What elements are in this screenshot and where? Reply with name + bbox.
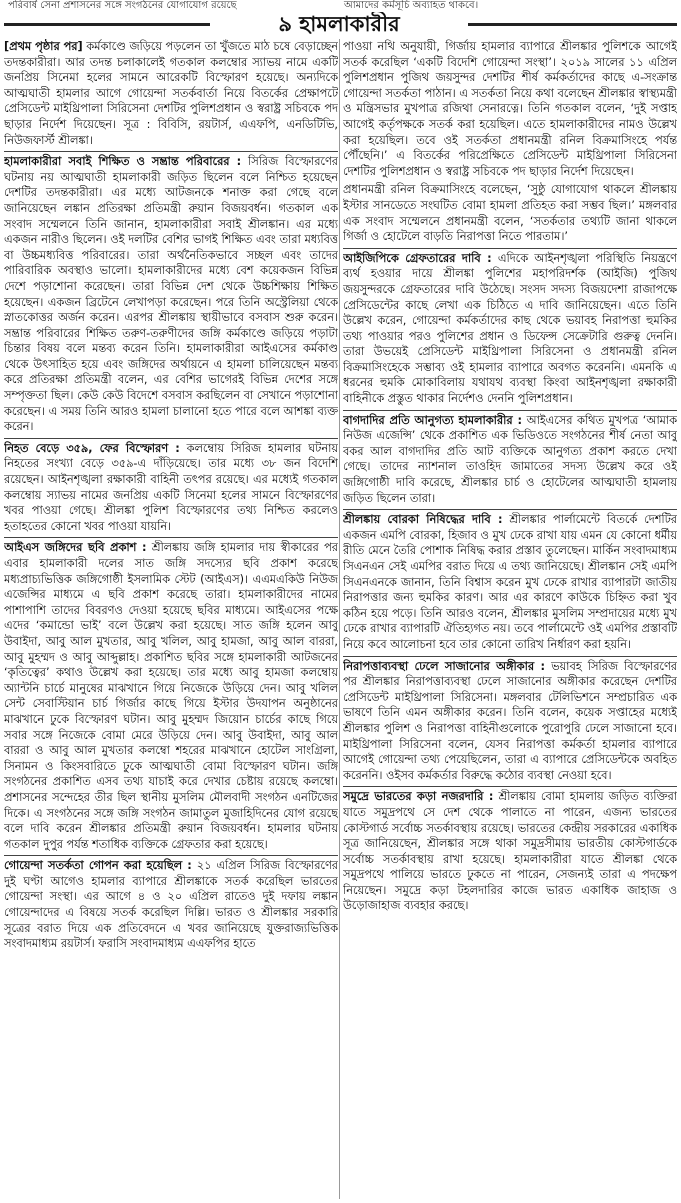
article-paragraph [4, 151, 338, 435]
paragraph-text: আইএসের কথিত মুখপত্র ‘আমাক নিউজ এজেন্সি’ থেকে প্রকাশিত এক ভিডিওতে সংগঠনের শীর্ষ নেতা আবু বকর আল বাগদাদির প্রতি আট ব্যক্তিকে আনুগত্য প্রকাশ করতে দেখা গেছে। তাদের ন্যাশনাল তাওহিদ জামাতের সদস্য উল্লেখ করে ওই জঙ্গিগোষ্ঠী দাবি করেছে, শ্রীলঙ্কার চার্চ ও হোটেলের আত্মঘাতী হামলায় জড়িত ছিলেন তারা। [343, 413, 677, 505]
subheading: নিরাপত্তাব্যবস্থা ঢেলে সাজানোর অঙ্গীকার : [343, 659, 546, 673]
subheading: সমুদ্রে ভারতের কড়া নজরদারি : [343, 790, 494, 804]
paragraph-text: ২১ এপ্রিল সিরিজ বিস্ফোরণের দুই ঘণ্টা আগেও হামলার ব্যাপারে শ্রীলঙ্কাকে সতর্ক করেছিল ভারতের গোয়েন্দা সংস্থা। এর আগে ৪ ও ২০ এপ্রিল রাতেও দুই দফায় লঙ্কান গোয়েন্দাদের এ বিষয়ে সতর্ক করেছিল দিল্লি। ভারত ও শ্রীলঙ্কার সরকারি সূত্রের বরাত দিয়ে এক প্রতিবেদনে এ খবর জানিয়েছে যুক্তরাজ্যভিত্তিক সংবাদমাধ্যম রয়টার্স। ফরাসি সংবাদমাধ্যম এএফপির হাতে [4, 859, 338, 951]
article-paragraph [343, 410, 677, 507]
headline: ৯ হামলাকারীর [278, 12, 400, 36]
subheading: আইজিপিকে গ্রেফতারের দাবি : [343, 251, 492, 265]
article-paragraph [343, 182, 677, 244]
headline-rule-left [4, 23, 210, 26]
article-paragraph [4, 39, 338, 148]
right-column [343, 39, 677, 1201]
left-column [4, 39, 338, 1201]
paragraph-text: শ্রীলঙ্কার পার্লামেন্টে বিতর্কে দেশটির একজন এমপি বোরকা, হিজাব ও মুখ ঢেকে রাখা যায় এমন যে কোনো ধর্মীয় রীতি মেনে তৈরি পোশাক নিষিদ্ধ করার প্রস্তাব তুলেছেন। মার্কিন সংবাদমাধ্যম সিএনএন সেই এমপির বরাত দিয়ে এ তথ্য জানিয়েছে। শ্রীলঙ্কান সেই এমপি সিএনএনকে জানান, তিনি বিশ্বাস করেন মুখ ঢেকে রাখার ব্যাপারটা জাতীয় নিরাপত্তার জন্য হুমকির কারণ। আর এর কারণে কাউকে চিহ্নিত করা খুব কঠিন হয়ে পড়ে। তিনি আরও বলেন, শ্রীলঙ্কার মুসলিম সম্প্রদায়ের মধ্যে মুখ ঢেকে রাখার ব্যাপারটি ঐতিহ্যগত নয়। তবে পার্লামেন্টে ওই এমপির প্রস্তাবটি নিয়ে কবে আলোচনা হবে তার কোনো তারিখ নির্ধারণ করা হয়নি। [343, 513, 677, 651]
subheading: গোয়েন্দা সতর্কতা গোপন করা হয়েছিল : [4, 859, 192, 873]
headline-row [0, 12, 681, 36]
article-paragraph [4, 438, 338, 535]
column-divider [339, 39, 340, 1199]
subheading: বাগদাদির প্রতি আনুগত্য হামলাকারীর : [343, 413, 522, 427]
paragraph-text: কলম্বোয় সিরিজ হামলার ঘটনায় নিহতের সংখ্যা বেড়ে ৩৫৯-এ দাঁড়িয়েছে। তার মধ্যে ৩৮ জন বিদেশি রয়েছেন। আইনশৃঙ্খলা রক্ষাকারী বাহিনী তৎপর রয়েছে। এর মধ্যেই গতকাল কলম্বোয় স্যাভয় নামের জনপ্রিয় একটি সিনেমা হলের সামনে বিস্ফোরণের খবর পাওয়া গেছে। শ্রীলঙ্কা পুলিশ বিস্ফোরণের তথ্য নিশ্চিত করলেও হতাহতের কোনো খবর পাওয়া যায়নি। [4, 441, 338, 533]
paragraph-text: প্রধানমন্ত্রী রনিল বিক্রমাসিংহে বলেছেন, ‘সুষ্ঠু যোগাযোগ থাকলে শ্রীলঙ্কায় ইস্টার সানডেতে সংঘটিত বোমা হামলা প্রতিহত করা সম্ভব ছিল।’ মঙ্গলবার এক সংবাদ সম্মেলনে প্রধানমন্ত্রী বলেন, ‘সতর্কতার তথ্যটি জানা থাকলে গির্জা ও হোটেলে বাড়তি নিরাপত্তা নিতে পারতাম।’ [343, 183, 677, 244]
article-paragraph [343, 248, 677, 407]
subheading: আইএস জঙ্গিদের ছবি প্রকাশ : [4, 541, 147, 555]
subheading: [প্রথম পৃষ্ঠার পর] [4, 40, 83, 53]
article-paragraph [4, 855, 338, 952]
paragraph-text: শ্রীলঙ্কায় জঙ্গি হামলার দায় স্বীকারের পর এবার হামলাকারী দলের সাত জঙ্গি সদস্যের ছবি প্রকাশ করেছে মধ্যপ্রাচ্যভিত্তিক জঙ্গিগোষ্ঠী ইসলামিক স্টেট (আইএস)। এএমএকিউ নিউজ এজেন্সির মাধ্যমে এ ছবি প্রকাশ করেছে তারা। হামলাকারীদের নামের পাশাপাশি তাদের বিবরণও দেওয়া হয়েছে ছবির মাধ্যমে। আইএসের পক্ষে এদের ‘কমান্ডো ভাই’ বলে উল্লেখ করা হয়েছে। সাত জঙ্গি হলেন আবু উবাইদা, আবু আল মুখতার, আবু খলিল, আবু হামজা, আবু আল বাররা, আবু মুহম্মদ ও আবু আব্দুল্লাহ। প্রকাশিত ছবির সঙ্গে হামলাকারী আটজনের ‘কৃতিত্বের’ কথাও উল্লেখ করা হয়েছে। তার মধ্যে আবু হামজা কলম্বোয় অ্যান্টনি চার্চে মানুষের মাঝখানে গিয়ে নিজেকে উড়িয়ে দেন। আবু খলিল সেন্ট সেবাস্টিয়ান চার্চ গির্জার কাছে গিয়ে ইস্টার উদযাপন অনুষ্ঠানের মাঝখানে ঢুকে বিস্ফোরণ ঘটান। আবু মুহম্মদ জিয়োন চার্চের কাছে গিয়ে সবার সঙ্গে নিজেকে বোমা মেরে উড়িয়ে দেন। আবু উবাইদা, আবু আল বাররা ও আবু আল মুখতার কলম্বো শহরের মাঝখানে হোটেল সাংগ্রিলা, সিনামন ও কিংসবারিতে ঢুকে আত্মঘাতী বোমা বিস্ফোরণ ঘটান। জঙ্গি সংগঠনের প্রকাশিত এসব তথ্য যাচাই করে দেখার চেষ্টায় রয়েছে কলম্বো। প্রশাসনের সন্দেহের তীর ছিল স্থানীয় মুসলিম মৌলবাদী সংগঠন এনটিজের দিকে। এ সংগঠনের সঙ্গে জঙ্গি সংগঠন জামাতুল মুজাহিদিনের যোগ রয়েছে বলে দাবি করেন শ্রীলঙ্কার প্রতিমন্ত্রী রুয়ান বিজয়বর্ধন। হামলার ঘটনায় গতকাল দুপুর পর্যন্ত শতাধিক ব্যক্তিকে গ্রেফতার করা হয়েছে। [4, 541, 338, 851]
article-paragraph [343, 656, 677, 784]
headline-rule-right [468, 23, 677, 26]
paragraph-text: পাওয়া নথি অনুযায়ী, গির্জায় হামলার ব্যাপারে শ্রীলঙ্কার পুলিশকে আগেই সতর্ক করেছিল ‘একটি বিদেশি গোয়েন্দা সংস্থা’। ২০১৯ সালের ১১ এপ্রিল পুলিশপ্রধান পুজিথ জয়সুন্দর দেশটির শীর্ষ কর্মকর্তাদের কাছে এ-সংক্রান্ত গোয়েন্দা সতর্কতা পাঠান। এ সতর্কতা নিয়ে কথা বলেছেন শ্রীলঙ্কার স্বাস্থ্যমন্ত্রী ও মন্ত্রিসভার মুখপাত্র রজিথা সেনারত্নে। তিনি গতকাল বলেন, ‘দুই সপ্তাহ আগেই কর্তৃপক্ষকে সতর্ক করা হয়েছিল। এতে হামলাকারীদের নামও উল্লেখ করা হয়েছিল। তবে ওই সতর্কতা প্রধানমন্ত্রী রনিল বিক্রমাসিংহে পর্যন্ত পৌঁছেনি।’ এ বিতর্কের পরিপ্রেক্ষিতে প্রেসিডেন্ট মাইথ্রিপালা সিরিসেনা দেশটির পুলিশপ্রধান ও স্বরাষ্ট্র সচিবকে পদ ছাড়ার নির্দেশ দিয়েছেন। [343, 40, 677, 178]
paragraph-text: এদিকে আইনশৃঙ্খলা পরিস্থিতি নিয়ন্ত্রণে ব্যর্থ হওয়ার দায়ে শ্রীলঙ্কা পুলিশের মহাপরিদর্শক (আইজি) পুজিথ জয়সুন্দরকে গ্রেফতারের দাবি উঠেছে। সংসদ সদস্য বিজয়দেশা রাজাপক্ষে প্রেসিডেন্টের কাছে লেখা এক চিঠিতে এ দাবি জানিয়েছেন। এতে তিনি উল্লেখ করেন, গোয়েন্দা কর্মকর্তাদের কাছ থেকে ভয়াবহ নিরাপত্তা হুমকির তথ্য পাওয়ার পরও পুলিশের প্রধান ও ডিফেন্স সেক্রেটারি গুরুত্ব দেননি। তারা উভয়েই প্রেসিডেন্ট মাইথ্রিপালা সিরিসেনা ও প্রধানমন্ত্রী রনিল বিক্রমাসিংহেকে সম্ভাব্য ওই হামলার ব্যাপারে অবগত করেননি। এমনকি এ ধরনের হুমকি মোকাবিলায় যথাযথ ব্যবস্থা কিংবা আইনশৃঙ্খলা রক্ষাকারী বাহিনীকে প্রস্তুত থাকার নির্দেশও দেননি পুলিশপ্রধান। [343, 251, 677, 406]
article-paragraph [343, 39, 677, 179]
paragraph-text: ভয়াবহ সিরিজ বিস্ফোরণের পর শ্রীলঙ্কার নিরাপত্তাব্যবস্থা ঢেলে সাজানোর অঙ্গীকার করেছেন দেশটির প্রেসিডেন্ট মাইথ্রিপালা সিরিসেনা। মঙ্গলবার টেলিভিশনে সম্প্রচারিত এক ভাষণে তিনি এমন অঙ্গীকার করেন। তিনি বলেন, কয়েক সপ্তাহের মধ্যেই শ্রীলঙ্কার পুলিশ ও নিরাপত্তা বাহিনীগুলোকে পুরোপুরি ঢেলে সাজানো হবে। মাইথ্রিপালা সিরিসেনা বলেন, যেসব নিরাপত্তা কর্মকর্তা হামলার ব্যাপারে আগেই গোয়েন্দা তথ্য পেয়েছিলেন, তারা এ ব্যাপারে প্রেসিডেন্টকে অবহিত করেননি। ওইসব কর্মকর্তার বিরুদ্ধে কঠোর ব্যবস্থা নেওয়া হবে। [343, 659, 677, 782]
subheading: হামলাকারীরা সবাই শিক্ষিত ও সম্ভ্রান্ত পরিবারের : [4, 155, 242, 169]
paragraph-text: সিরিজ বিস্ফোরণের ঘটনায় নয় আত্মঘাতী হামলাকারী জড়িত ছিলেন বলে নিশ্চিত হয়েছেন দেশটির তদন্তকারীরা। এর মধ্যে আটজনকে শনাক্ত করা গেছে বলে জানিয়েছেন লঙ্কান প্রতিরক্ষা প্রতিমন্ত্রী রুয়ান বিজয়বর্ধন। গতকাল এক সংবাদ সম্মেলনে তিনি জানান, হামলাকারীরা সবাই শ্রীলঙ্কান। এর মধ্যে একজন নারীও ছিলেন। ওই দলটির বেশির ভাগই শিক্ষিত এবং তারা মধ্যবিত্ত বা উচ্চমধ্যবিত্ত পরিবারের। তারা অর্থনৈতিকভাবে সচ্ছল এবং তাদের পারিবারিক অবস্থাও ভালো। হামলাকারীদের মধ্যে বেশ কয়েকজন বিভিন্ন দেশে পড়াশোনা করেছেন। তারা বিভিন্ন দেশ থেকে উচ্চশিক্ষায় শিক্ষিত হয়েছেন। একজন ব্রিটেনে লেখাপড়া করেছেন। পরে তিনি অস্ট্রেলিয়া থেকে স্নাতকোত্তর অর্জন করেন। এরপর শ্রীলঙ্কায় স্থায়ীভাবে বসবাস শুরু করেন। সম্ভ্রান্ত পরিবারের শিক্ষিত তরুণ-তরুণীদের জঙ্গি কর্মকাণ্ডে জড়িয়ে পড়াটা চিন্তার বিষয় বলে মন্তব্য করেন তিনি। হামলাকারীরা আইএসের কর্মকাণ্ড থেকে উৎসাহিত হয়ে এবং জঙ্গিদের অর্থায়নে এ হামলা চালিয়েছেন মন্তব্য করে প্রতিরক্ষা প্রতিমন্ত্রী বলেন, এর বেশির ভাগেরই বিভিন্ন দেশের সঙ্গে সম্পৃক্ততা ছিল। কেউ কেউ বিদেশে বসবাস করছিলেন বা সেখানে পড়াশোনা করেছেন। এ সময় তিনি আরও হামলা চালানো হতে পারে বলে আশঙ্কা ব্যক্ত করেন। [4, 155, 338, 434]
top-strip-left: পরিবার্ষ সেনা প্রশাসনের সঙ্গে সংগঠনের যোগাযোগ রয়েছে [8, 0, 237, 11]
article-paragraph [4, 537, 338, 852]
article-paragraph [343, 786, 677, 914]
top-strip-right: আমাদের কর্মসূচি অব্যাহত থাকবে। [344, 0, 479, 11]
paragraph-text: কর্মকাণ্ডে জড়িয়ে পড়লেন তা খুঁজতে মাঠ চষে বেড়াচ্ছেন তদন্তকারীরা। আর তদন্ত চলাকালেই গতকাল কলম্বোর স্যাভয় নামে একটি জনপ্রিয় সিনেমা হলের সামনে আরেকটি বিস্ফোরণ হয়েছে। অন্যদিকে আত্মঘাতী হামলার আগে গোয়েন্দা সতর্কবার্তা নিয়ে বিতর্কের প্রেক্ষাপটে প্রেসিডেন্ট মাইথ্রিপালা সিরিসেনা দেশটির পুলিশপ্রধান ও স্বরাষ্ট্র সচিবকে পদ ছাড়ার নির্দেশ দিয়েছেন। সূত্র : বিবিসি, রয়টার্স, এএফপি, এনডিটিভি, নিউজফার্স্ট শ্রীলঙ্কা। [4, 40, 338, 147]
subheading: নিহত বেড়ে ৩৫৯, ফের বিস্ফোরণ : [4, 441, 180, 455]
subheading: শ্রীলঙ্কায় বোরকা নিষিদ্ধের দাবি : [343, 513, 503, 527]
article-paragraph [343, 509, 677, 652]
paragraph-text: শ্রীলঙ্কায় বোমা হামলায় জড়িত ব্যক্তিরা যাতে সমুদ্রপথে সে দেশ থেকে পালাতে না পারেন, এজন্য ভারতের কোস্টগার্ড সর্বোচ্চ সতর্কাবস্থায় রয়েছে। ভারতের কেন্দ্রীয় সরকারের একাধিক সূত্র জানিয়েছেন, শ্রীলঙ্কার সঙ্গে থাকা সমুদ্রসীমায় ভারতীয় কোস্টগার্ডকে সর্বোচ্চ সতর্কাবস্থায় রাখা হয়েছে। হামলাকারীরা যাতে শ্রীলঙ্কা থেকে সমুদ্রপথে পালিয়ে ভারতে ঢুকতে না পারেন, সেজন্যই তারা এ পদক্ষেপ নিয়েছেন। সমুদ্রে কড়া টহলদারির কাজে ভারত একাধিক জাহাজ ও উড়োজাহাজ ব্যবহার করছে। [343, 790, 677, 913]
